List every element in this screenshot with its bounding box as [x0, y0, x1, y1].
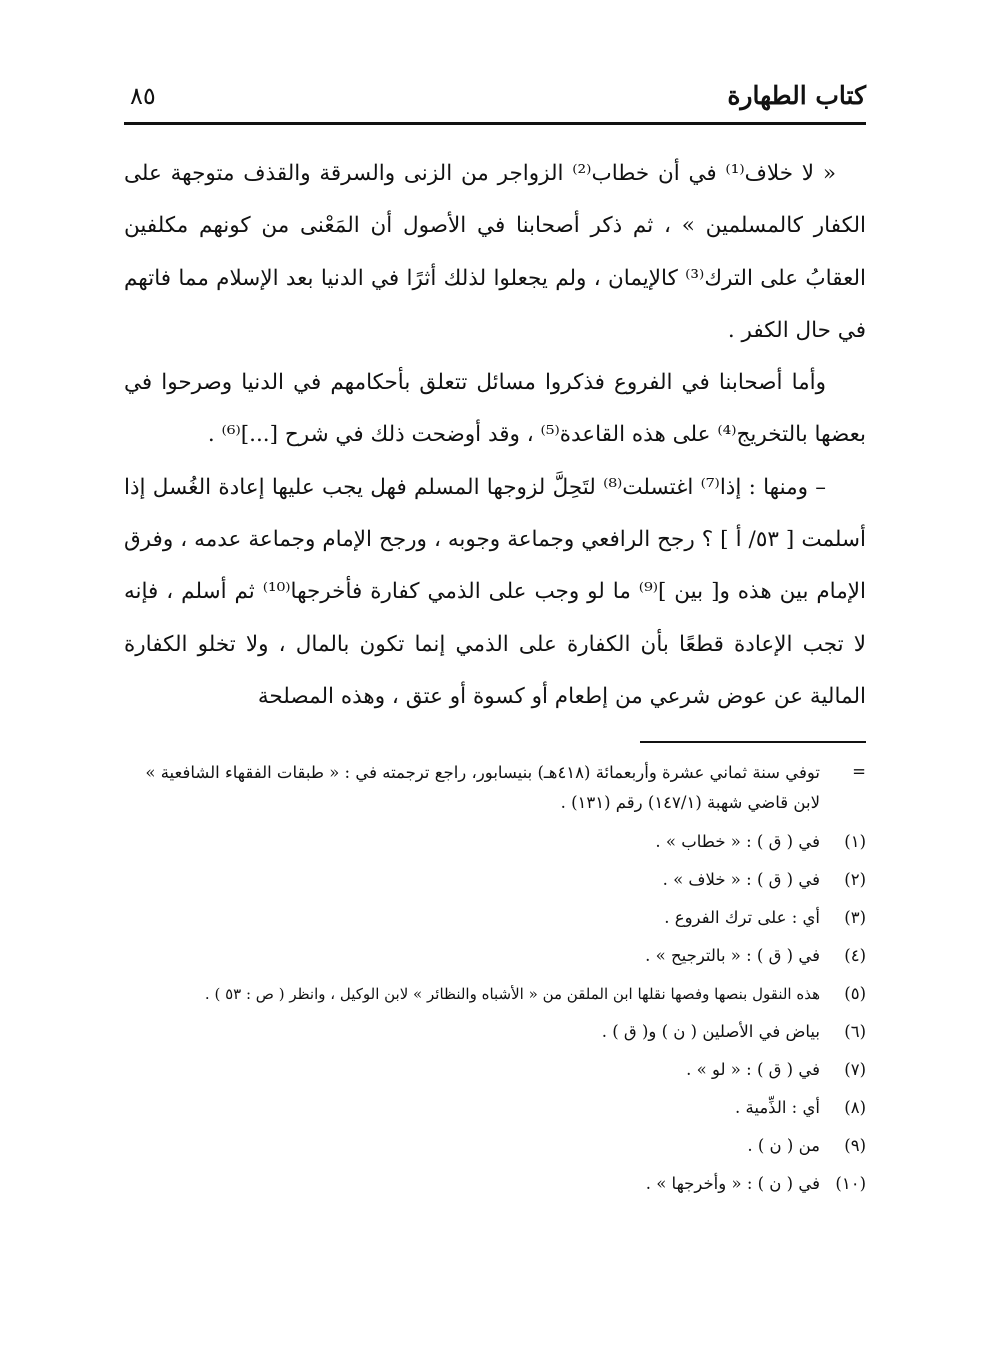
footnote-text: بياض في الأصلين ( ن ) و( ق ) .: [601, 1022, 820, 1041]
footnote-text: في ( ن ) : « وأخرجها » .: [645, 1174, 820, 1193]
page-number: ٨٥: [130, 82, 156, 110]
footnote-text: أي : على ترك الفروع .: [664, 908, 820, 927]
footnote-text: في ( ق ) : « خطاب » .: [655, 832, 820, 851]
footnote-4: [124, 942, 866, 970]
running-title: كتاب الطهارة: [727, 81, 866, 110]
header-divider: [124, 122, 866, 125]
footnote-text: في ( ق ) : « لو » .: [686, 1060, 820, 1079]
footnote-text: توفي سنة ثماني عشرة وأربعمائة (٤١٨هـ) بنيسابور، راجع ترجمته في : « طبقات الفقهاء الشافعية » لابن قاضي شهبة (١٤٧/١) رقم (١٣١) .: [145, 763, 820, 812]
footnote-7: [124, 1056, 866, 1084]
footnote-continuation: [124, 758, 866, 818]
footnote-3: [124, 904, 866, 932]
footnote-mark: (٥): [844, 984, 866, 1003]
footnote-6: [124, 1018, 866, 1046]
footnote-mark: (١): [844, 832, 866, 851]
footnote-2: [124, 866, 866, 894]
footnote-mark: =: [852, 762, 866, 781]
footnote-divider: [640, 741, 866, 743]
footnote-mark: (٢): [844, 870, 866, 889]
footnote-text: في ( ق ) : « بالترجيح » .: [645, 946, 820, 965]
footnote-text: أي : الذِّمية .: [735, 1098, 820, 1117]
footnote-mark: (٦): [844, 1022, 866, 1041]
page-header: [124, 76, 866, 120]
footnotes-section: [124, 758, 866, 1208]
footnote-1: [124, 828, 866, 856]
footnote-mark: (٤): [844, 946, 866, 965]
paragraph: وأما أصحابنا في الفروع فذكروا مسائل تتعلق بأحكامهم في الدنيا وصرحوا في بعضها بالتخريج⁽⁴⁾ على هذه القاعدة⁽⁵⁾ ، وقد أوضحت ذلك في شرح [...]⁽⁶⁾ .: [124, 370, 866, 448]
main-text-body: [124, 148, 866, 723]
paragraph: – ومنها : إذا⁽⁷⁾ اغتسلت⁽⁸⁾ لتَحِلَّ لزوجها المسلم فهل يجب عليها إعادة الغُسل إذا أسلمت [ ٥٣/ أ ] ؟ رجح الرافعي وجماعة وجوبه ، ورجح الإمام وجماعة عدمه ، وفرق الإمام بين هذه و[ بين ]⁽⁹⁾ ما لو وجب على الذمي كفارة فأخرجها⁽¹⁰⁾ ثم أسلم ، فإنه لا تجب الإعادة قطعًا بأن الكفارة على الذمي إنما تكون بالمال ، ولا تخلو الكفارة المالية عن عوض شرعي من إطعام أو كسوة أو عتق ، وهذه المصلحة: [124, 474, 866, 709]
footnote-text: هذه النقول بنصها وفصها نقلها ابن الملقن من « الأشباه والنظائر » لابن الوكيل ، وانظر ( ص : ٥٣ ) .: [204, 985, 820, 1003]
footnote-text: من ( ن ) .: [747, 1136, 820, 1155]
footnote-mark: (٣): [844, 908, 866, 927]
footnote-text: في ( ق ) : « خلاف » .: [662, 870, 820, 889]
footnote-10: [124, 1170, 866, 1198]
footnote-8: [124, 1094, 866, 1122]
paragraph: « لا خلاف⁽¹⁾ في أن خطاب⁽²⁾ الزواجر من الزنى والسرقة والقذف متوجهة على الكفار كالمسلمين » ، ثم ذكر أصحابنا في الأصول أن المَعْنى من كونهم مكلفين العقابُ على الترك⁽³⁾ كالإيمان ، ولم يجعلوا لذلك أثرًا في الدنيا بعد الإسلام مما فاتهم في حال الكفر .: [124, 161, 866, 343]
footnote-mark: (٩): [844, 1136, 866, 1155]
footnote-9: [124, 1132, 866, 1160]
footnote-mark: (١٠): [835, 1174, 866, 1193]
footnote-5: [124, 980, 866, 1008]
footnote-mark: (٨): [844, 1098, 866, 1117]
footnote-mark: (٧): [844, 1060, 866, 1079]
